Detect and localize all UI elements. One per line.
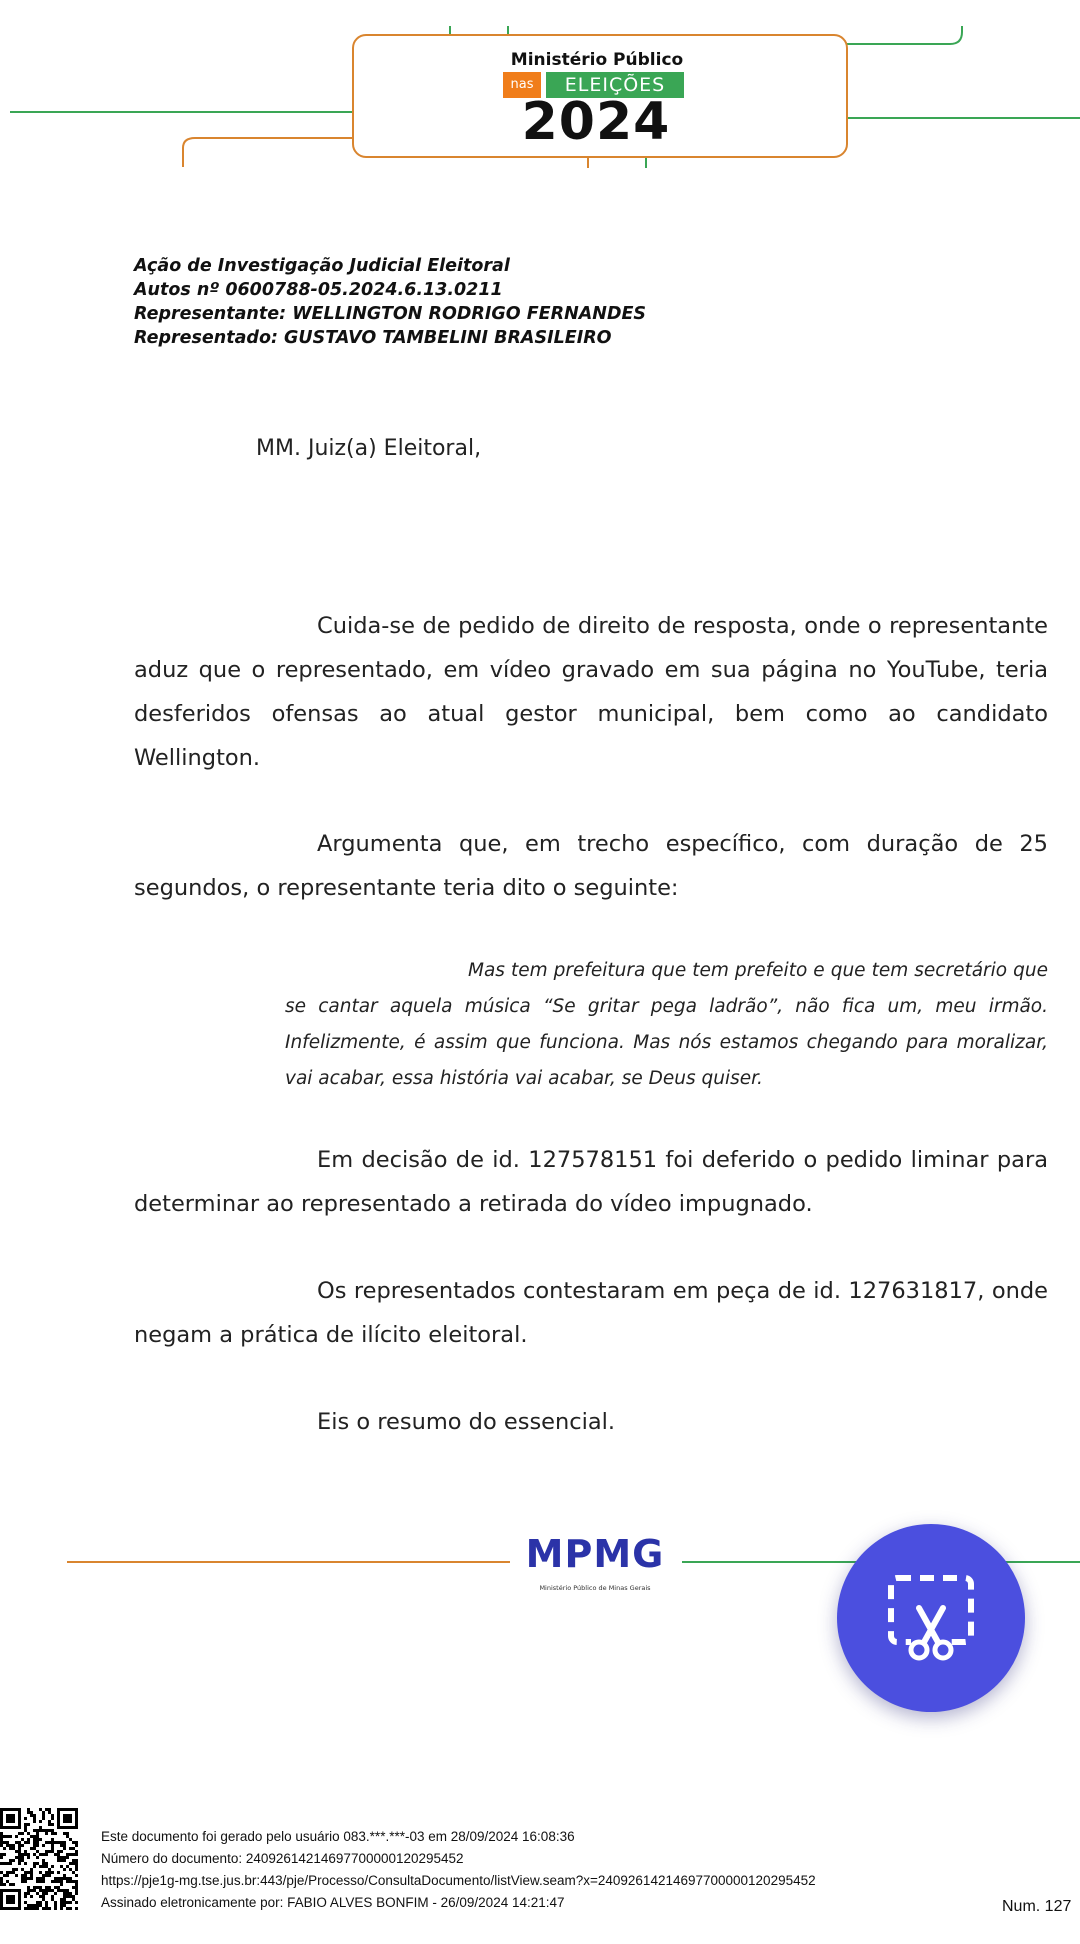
case-autos: Autos nº 0600788-05.2024.6.13.0211 <box>134 280 503 300</box>
signature-block <box>101 1826 1001 1914</box>
case-representante: Representante: WELLINGTON RODRIGO FERNANDES <box>134 304 647 324</box>
paragraph-2: Argumenta que, em trecho específico, com duração de 25 segundos, o representante teria dito o seguinte: <box>134 831 1048 901</box>
logo-ministerio-publico: Ministério Público <box>510 50 684 70</box>
signature-url: https://pje1g-mg.tse.jus.br:443/pje/Processo/ConsultaDocumento/listView.seam?x=24092614214697700000120295452 <box>101 1873 816 1888</box>
salutation: MM. Juiz(a) Eleitoral, <box>256 436 482 461</box>
case-action: Ação de Investigação Judicial Eleitoral <box>134 256 510 276</box>
mpmg-logo: MPMG <box>525 1532 665 1576</box>
signature-generated-by: Este documento foi gerado pelo usuário 083.***.***-03 em 28/09/2024 16:08:36 <box>101 1829 575 1844</box>
screenshot-cut-button[interactable] <box>837 1524 1025 1712</box>
quoted-speech: Mas tem prefeitura que tem prefeito e que tem secretário que se cantar aquela música “Se gritar pega ladrão”, não fica um, meu irmão. Infelizmente, é assim que funciona. Mas nós estamos chegando para moralizar, vai acabar, essa história vai acabar, se Deus quiser. <box>285 960 1048 1089</box>
mpmg-logo-subtitle: Ministério Público de Minas Gerais <box>539 1584 651 1592</box>
case-representado: Representado: GUSTAVO TAMBELINI BRASILEIRO <box>134 328 612 348</box>
case-header <box>134 254 834 350</box>
paragraph-4: Os representados contestaram em peça de id. 127631817, onde negam a prática de ilícito eleitoral. <box>134 1278 1048 1348</box>
signature-document-number: Número do documento: 24092614214697700000120295452 <box>101 1851 464 1866</box>
qr-code <box>0 1807 78 1911</box>
logo-year: 2024 <box>521 92 671 152</box>
paragraph-5: Eis o resumo do essencial. <box>317 1409 616 1435</box>
signature-signed-by: Assinado eletronicamente por: FABIO ALVES BONFIM - 26/09/2024 14:21:47 <box>101 1895 565 1910</box>
paragraph-1: Cuida-se de pedido de direito de resposta, onde o representante aduz que o representado, em vídeo gravado em sua página no YouTube, teria desferidos ofensas ao atual gestor municipal, bem como ao candidato Wellington. <box>134 613 1048 771</box>
scissors-selection-icon <box>881 1568 981 1668</box>
document-num: Num. 127 <box>1002 1898 1072 1915</box>
logo-nas-badge: nas <box>503 72 541 98</box>
paragraph-3: Em decisão de id. 127578151 foi deferido o pedido liminar para determinar ao representado a retirada do vídeo impugnado. <box>134 1147 1048 1217</box>
logo-eleicoes-badge: ELEIÇÕES <box>546 72 684 98</box>
